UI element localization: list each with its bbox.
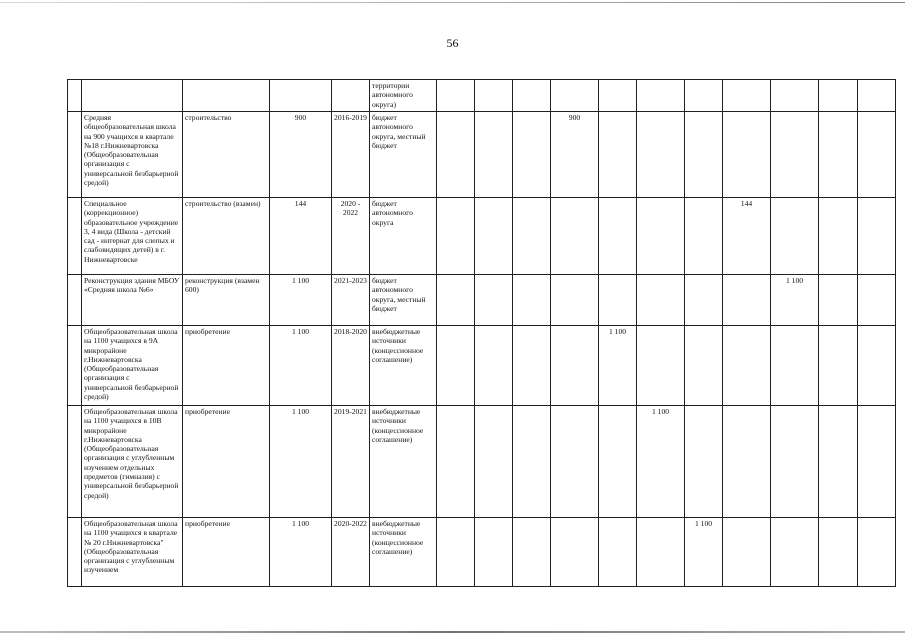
- work-type-cell: строительство (взамен): [183, 198, 270, 275]
- table-row: [68, 198, 896, 275]
- year-value-cell: [513, 406, 551, 518]
- year-value-cell: [599, 518, 637, 587]
- year-value-cell: [771, 518, 819, 587]
- year-value-cell: [685, 326, 723, 406]
- funding-source-cell: внебюджетные источники (концессионное соглашение): [370, 406, 437, 518]
- object-name-cell: Средняя общеобразовательная школа на 900 учащихся в квартале №18 г.Нижневартовска (Общеобразовательная организация с универсальной безбарьерной средой): [82, 112, 183, 198]
- year-value-cell: [858, 112, 896, 198]
- row-number-cell: [68, 518, 82, 587]
- year-value-cell: [599, 112, 637, 198]
- year-value-cell: [599, 80, 637, 112]
- work-type-cell: реконструкция (взамен 600): [183, 275, 270, 326]
- years-cell: 2020-2022: [332, 518, 370, 587]
- object-name-cell: Специальное (коррекционное) образовательное учреждение 3, 4 вида (Школа - детский сад - интернат для слепых и слабовидящих детей) в г. Нижневартовске: [82, 198, 183, 275]
- table-row: [68, 112, 896, 198]
- year-value-cell: [819, 275, 858, 326]
- year-value-cell: [513, 326, 551, 406]
- year-value-cell: [858, 518, 896, 587]
- year-value-cell: [858, 275, 896, 326]
- capacity-cell: 1 100: [270, 518, 332, 587]
- year-value-cell: [685, 198, 723, 275]
- year-value-cell: [551, 518, 599, 587]
- year-value-cell: [475, 112, 513, 198]
- year-value-cell: [685, 80, 723, 112]
- year-value-cell: [475, 80, 513, 112]
- capacity-cell: 1 100: [270, 275, 332, 326]
- object-name-cell: Общеобразовательная школа на 1100 учащихся в 9А микрорайоне г.Нижневартовска (Общеобразовательная организация с универсальной безбарьерной средой): [82, 326, 183, 406]
- year-value-cell: [513, 198, 551, 275]
- years-cell: 2020 - 2022: [332, 198, 370, 275]
- year-value-cell: [771, 406, 819, 518]
- year-value-cell: [858, 80, 896, 112]
- year-value-cell: [551, 326, 599, 406]
- row-number-cell: [68, 198, 82, 275]
- year-value-cell: [819, 326, 858, 406]
- year-value-cell: [723, 406, 771, 518]
- year-value-cell: [819, 198, 858, 275]
- year-value-cell: [599, 275, 637, 326]
- scan-edge-bottom: [0, 631, 905, 633]
- year-value-cell: [475, 406, 513, 518]
- year-value-cell: [858, 406, 896, 518]
- year-value-cell: 1 100: [771, 275, 819, 326]
- table-row: [68, 80, 896, 112]
- year-value-cell: [551, 275, 599, 326]
- years-cell: [332, 80, 370, 112]
- year-value-cell: [637, 112, 685, 198]
- years-cell: 2016-2019: [332, 112, 370, 198]
- capacity-cell: 900: [270, 112, 332, 198]
- year-value-cell: [858, 198, 896, 275]
- row-number-cell: [68, 326, 82, 406]
- year-value-cell: [437, 275, 475, 326]
- year-value-cell: [437, 518, 475, 587]
- year-value-cell: [819, 112, 858, 198]
- year-value-cell: [551, 406, 599, 518]
- year-value-cell: 144: [723, 198, 771, 275]
- funding-source-cell: бюджет автономного округа: [370, 198, 437, 275]
- year-value-cell: [475, 275, 513, 326]
- object-name-cell: Реконструкция здания МБОУ «Средняя школа №6»: [82, 275, 183, 326]
- year-value-cell: [637, 275, 685, 326]
- year-value-cell: [685, 112, 723, 198]
- row-number-cell: [68, 80, 82, 112]
- year-value-cell: [858, 326, 896, 406]
- page-number: 56: [446, 36, 459, 50]
- year-value-cell: [723, 326, 771, 406]
- year-value-cell: [819, 518, 858, 587]
- year-value-cell: [637, 80, 685, 112]
- capacity-cell: [270, 80, 332, 112]
- object-name-cell: [82, 80, 183, 112]
- year-value-cell: [513, 275, 551, 326]
- work-type-cell: строительство: [183, 112, 270, 198]
- year-value-cell: [599, 198, 637, 275]
- scan-edge-top: [0, 2, 905, 3]
- year-value-cell: 1 100: [637, 406, 685, 518]
- object-name-cell: Общеобразовательная школа на 1100 учащихся в квартале № 20 г.Нижневартовска" (Общеобразовательная организация с углубленным изучением: [82, 518, 183, 587]
- year-value-cell: [723, 112, 771, 198]
- year-value-cell: [771, 198, 819, 275]
- years-cell: 2018-2020: [332, 326, 370, 406]
- schools-construction-table: [67, 79, 896, 587]
- capacity-cell: 1 100: [270, 326, 332, 406]
- funding-source-cell: бюджет автономного округа, местный бюджет: [370, 112, 437, 198]
- table-row: [68, 326, 896, 406]
- work-type-cell: приобретение: [183, 406, 270, 518]
- funding-source-cell: внебюджетные источники (концессионное соглашение): [370, 518, 437, 587]
- year-value-cell: [685, 275, 723, 326]
- year-value-cell: [437, 112, 475, 198]
- table-row: [68, 518, 896, 587]
- year-value-cell: [475, 518, 513, 587]
- year-value-cell: [551, 198, 599, 275]
- year-value-cell: [475, 326, 513, 406]
- year-value-cell: [771, 326, 819, 406]
- year-value-cell: [475, 198, 513, 275]
- year-value-cell: [637, 518, 685, 587]
- year-value-cell: [637, 198, 685, 275]
- capacity-cell: 144: [270, 198, 332, 275]
- work-type-cell: приобретение: [183, 518, 270, 587]
- years-cell: 2021-2023: [332, 275, 370, 326]
- table-row: [68, 406, 896, 518]
- year-value-cell: [723, 518, 771, 587]
- year-value-cell: [437, 198, 475, 275]
- work-type-cell: приобретение: [183, 326, 270, 406]
- year-value-cell: [437, 326, 475, 406]
- year-value-cell: 900: [551, 112, 599, 198]
- work-type-cell: [183, 80, 270, 112]
- funding-source-cell: внебюджетные источники (концессионное соглашение): [370, 326, 437, 406]
- capacity-cell: 1 100: [270, 406, 332, 518]
- row-number-cell: [68, 112, 82, 198]
- year-value-cell: [513, 112, 551, 198]
- funding-source-cell: бюджет автономного округа, местный бюджет: [370, 275, 437, 326]
- year-value-cell: [723, 275, 771, 326]
- year-value-cell: [819, 80, 858, 112]
- year-value-cell: [599, 406, 637, 518]
- funding-source-cell: территории автономного округа): [370, 80, 437, 112]
- years-cell: 2019-2021: [332, 406, 370, 518]
- table-row: [68, 275, 896, 326]
- year-value-cell: [819, 406, 858, 518]
- year-value-cell: [771, 80, 819, 112]
- year-value-cell: [513, 518, 551, 587]
- year-value-cell: [551, 80, 599, 112]
- year-value-cell: [437, 80, 475, 112]
- year-value-cell: [685, 406, 723, 518]
- year-value-cell: [771, 112, 819, 198]
- year-value-cell: [437, 406, 475, 518]
- row-number-cell: [68, 275, 82, 326]
- year-value-cell: 1 100: [599, 326, 637, 406]
- year-value-cell: [637, 326, 685, 406]
- object-name-cell: Общеобразовательная школа на 1100 учащихся в 10В микрорайоне г.Нижневартовска (Общеобразовательная организация с углубленным изучением отдельных предметов (гимназия) с универсальной безбарьерной средой): [82, 406, 183, 518]
- row-number-cell: [68, 406, 82, 518]
- year-value-cell: 1 100: [685, 518, 723, 587]
- year-value-cell: [723, 80, 771, 112]
- year-value-cell: [513, 80, 551, 112]
